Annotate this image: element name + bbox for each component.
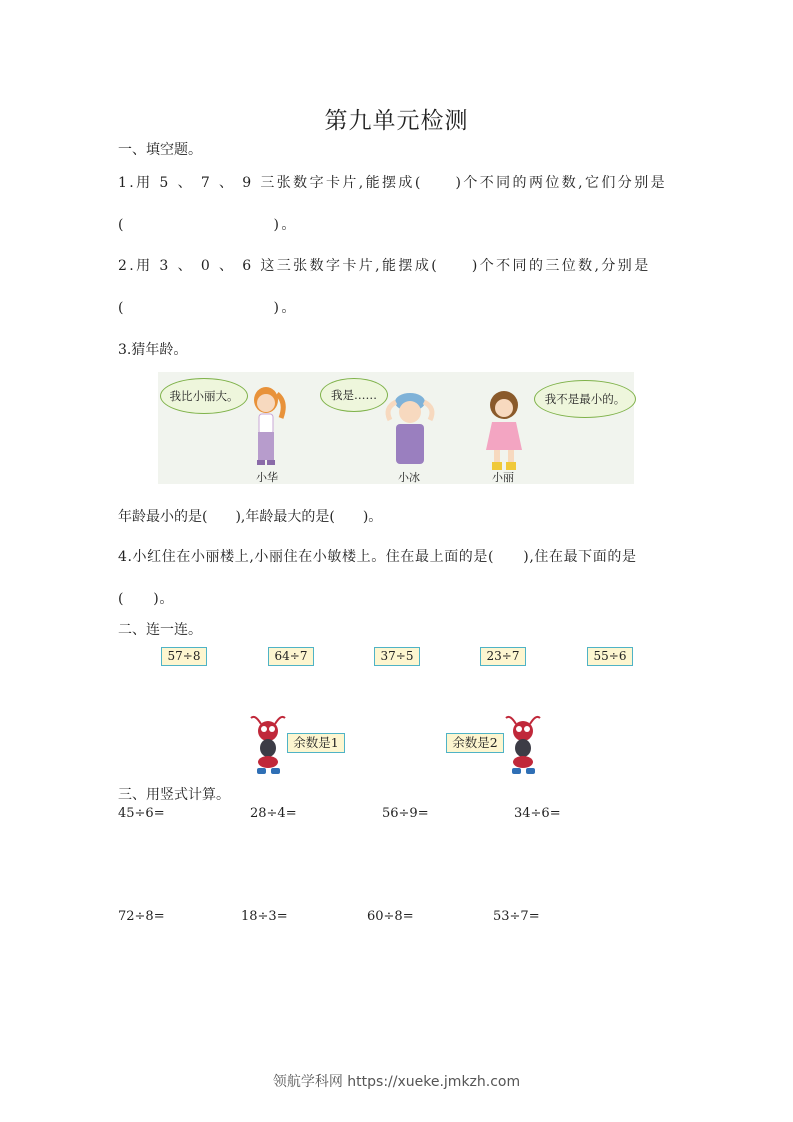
name-xiaoli: 小丽 [492,471,514,484]
girl-xiaoli-illustration [480,388,528,472]
question3-answer: 年龄最小的是( ),年龄最大的是( )。 [118,509,383,525]
ant-mascot-icon [504,714,544,776]
section2-heading: 二、连一连。 [118,622,202,638]
question3-heading: 3.猜年龄。 [118,342,188,358]
division-box-64-7[interactable]: 64÷7 [268,647,314,666]
footer-watermark: 领航学科网 https://xueke.jmkzh.com [272,1074,521,1090]
age-guess-illustration [158,372,634,484]
division-box-57-8[interactable]: 57÷8 [161,647,207,666]
remainder-box-1[interactable]: 余数是1 [287,733,345,753]
question4-line2: ( )。 [118,591,174,607]
section3-heading: 三、用竖式计算。 [118,787,230,803]
calc-item: 60÷8= [367,909,414,924]
calc-item: 53÷7= [493,909,540,924]
calc-item: 18÷3= [241,909,288,924]
section1-heading: 一、填空题。 [118,142,202,158]
speech-bubble-xiaoli: 我不是最小的。 [534,380,636,418]
girl-xiaohua-illustration [246,384,286,470]
remainder-box-2[interactable]: 余数是2 [446,733,504,753]
division-box-37-5[interactable]: 37÷5 [374,647,420,666]
calc-item: 34÷6= [514,806,561,821]
division-box-55-6[interactable]: 55÷6 [587,647,633,666]
name-xiaobing: 小冰 [398,471,420,484]
calc-item: 56÷9= [382,806,429,821]
question2-line1: 2.用 3 、 0 、 6 这三张数字卡片,能摆成( )个不同的三位数,分别是 [118,258,651,274]
division-box-23-7[interactable]: 23÷7 [480,647,526,666]
speech-bubble-xiaobing: 我是…… [320,378,388,412]
page-title: 第九单元检测 [324,108,469,134]
question4-line1: 4.小红住在小丽楼上,小丽住在小敏楼上。住在最上面的是( ),住在最下面的是 [118,549,637,565]
question1-line2: ( )。 [118,217,298,233]
ant-mascot-icon [249,714,289,776]
calc-item: 28÷4= [250,806,297,821]
question1-line1: 1.用 5 、 7 、 9 三张数字卡片,能摆成( )个不同的两位数,它们分别是 [118,175,668,191]
question2-line2: ( )。 [118,300,298,316]
speech-bubble-xiaohua: 我比小丽大。 [160,378,248,414]
boy-xiaobing-illustration [382,390,438,468]
name-xiaohua: 小华 [256,471,278,484]
calc-item: 72÷8= [118,909,165,924]
calc-item: 45÷6= [118,806,165,821]
